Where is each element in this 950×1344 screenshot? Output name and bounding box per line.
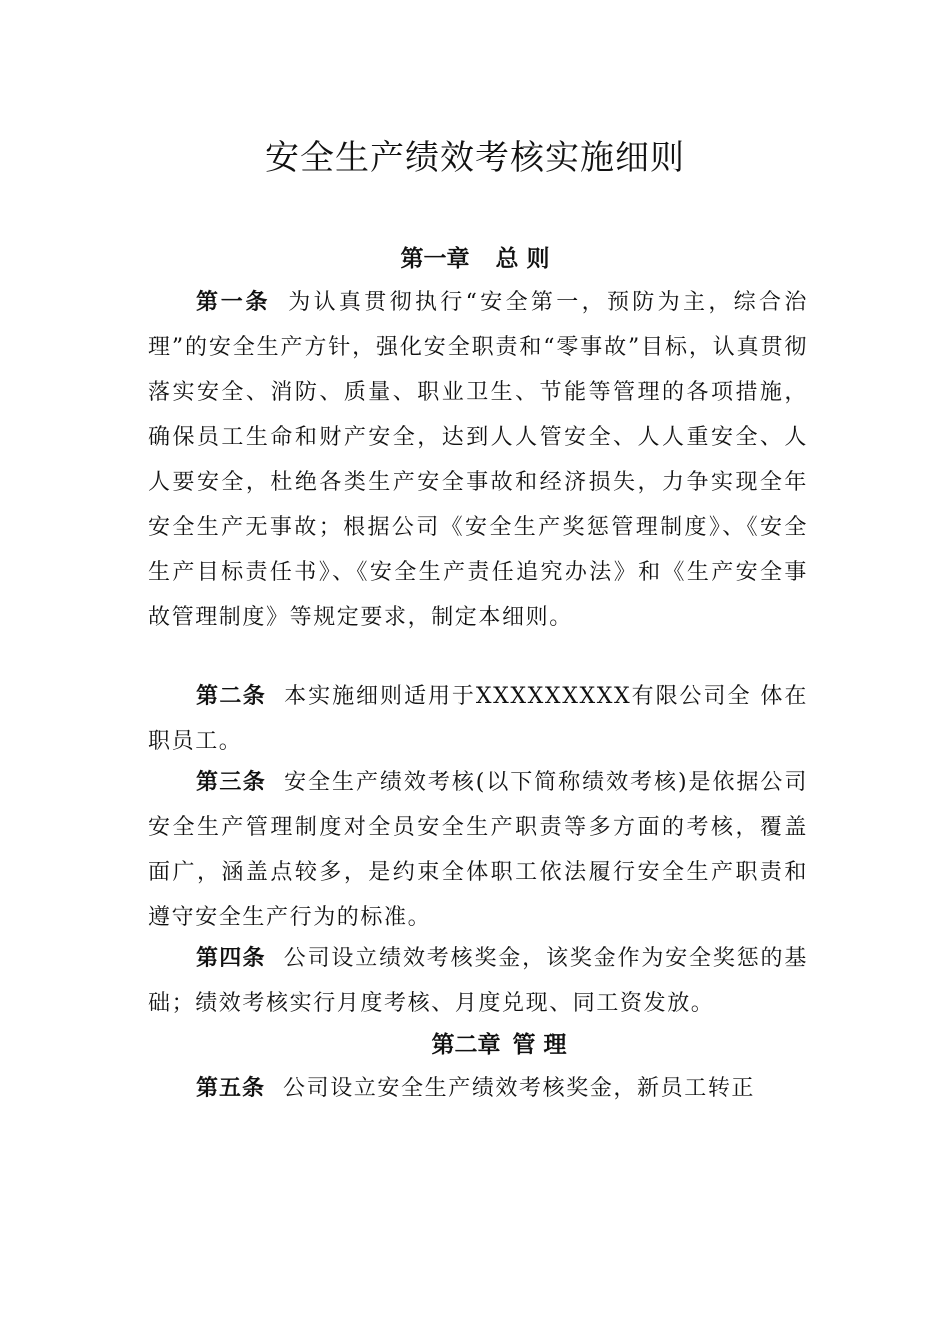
article-number: 第一条	[196, 290, 271, 315]
document-title: 安全生产绩效考核实施细则	[265, 138, 685, 178]
article-1	[148, 280, 808, 640]
article-text: 为认真贯彻执行“安全第一，预防为主，综合治理”的安全生产方针，强化安全职责和“零事故”目标，认真贯彻落实安全、消防、质量、职业卫生、节能等管理的各项措施，确保员工生命和财产安全，达到人人管安全、人人重安全、人人要安全，杜绝各类生产安全事故和经济损失，力争实现全年安全生产无事故；根据公司《安全生产奖惩管理制度》、《安全生产目标责任书》、《安全生产责任追究办法》和《生产安全事故管理制度》等规定要求，制定本细则。	[148, 290, 808, 630]
chapter-number: 第二章	[431, 1032, 501, 1058]
article-number: 第二条	[196, 684, 267, 709]
article-number: 第五条	[196, 1076, 266, 1101]
article-text: 公司设立安全生产绩效考核奖金，新员工转正	[283, 1076, 756, 1101]
chapter-title: 总 则	[495, 246, 550, 272]
article-number: 第四条	[196, 946, 266, 971]
article-text: 安全生产绩效考核(以下简称绩效考核)是依据公司安全生产管理制度对全员安全生产职责等多方面的考核，覆盖面广，涵盖点较多，是约束全体职工依法履行安全生产职责和遵守安全生产行为的标准。	[148, 770, 808, 930]
chapter-heading-1	[0, 240, 950, 273]
article-text: 本实施细则适用于XXXXXXXXX有限公司全 体在职员工。	[148, 684, 808, 754]
chapter-title: 管 理	[512, 1032, 567, 1058]
article-text: 公司设立绩效考核奖金，该奖金作为安全奖惩的基础；绩效考核实行月度考核、月度兑现、同工资发放。	[148, 946, 808, 1016]
chapter-heading-2	[24, 1026, 950, 1059]
chapter-number: 第一章	[400, 246, 470, 272]
article-2	[148, 674, 808, 764]
article-4	[148, 936, 808, 1026]
article-5	[148, 1066, 808, 1111]
article-number: 第三条	[196, 770, 267, 795]
article-3	[148, 760, 808, 940]
